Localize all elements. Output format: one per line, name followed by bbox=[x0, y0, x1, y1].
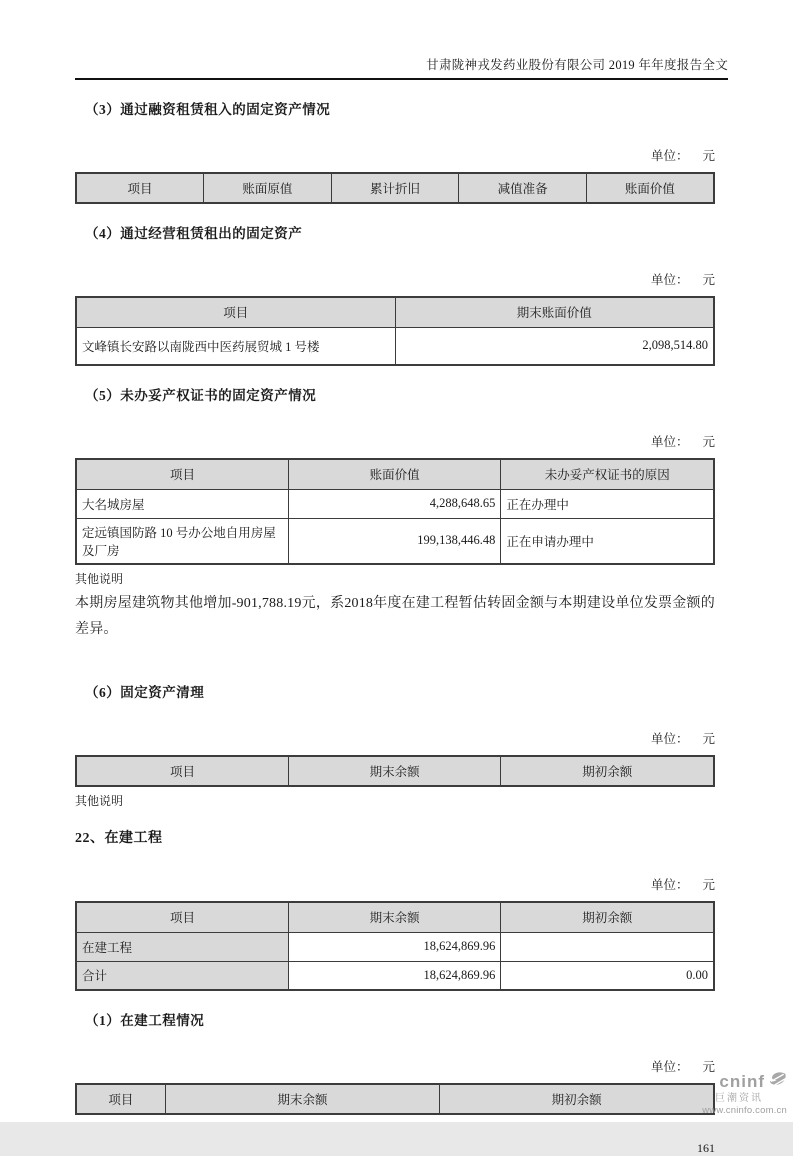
unit-value: 元 bbox=[702, 732, 715, 746]
operating-lease-assets-table bbox=[75, 296, 715, 366]
col-header: 期初余额 bbox=[440, 1084, 714, 1114]
col-header: 项目 bbox=[76, 459, 288, 489]
unit-label: 单位： bbox=[650, 273, 689, 287]
unit-line bbox=[75, 270, 715, 288]
col-header: 期末余额 bbox=[288, 756, 500, 786]
cninfo-brand-text: cninf bbox=[719, 1071, 765, 1091]
col-header: 期初余额 bbox=[501, 902, 714, 932]
unit-label: 单位： bbox=[650, 1060, 689, 1074]
value-cell: 0.00 bbox=[501, 961, 714, 990]
table-row bbox=[76, 961, 714, 990]
col-header: 账面价值 bbox=[288, 459, 500, 489]
unit-line bbox=[75, 146, 715, 164]
col-header: 项目 bbox=[76, 902, 288, 932]
col-header: 期末余额 bbox=[165, 1084, 439, 1114]
table-header-row bbox=[76, 756, 714, 786]
no-certificate-assets-table bbox=[75, 458, 715, 565]
value-cell: 18,624,869.96 bbox=[288, 961, 500, 990]
value-cell bbox=[501, 932, 714, 961]
section-heading-6: （6）固定资产清理 bbox=[85, 685, 205, 700]
col-header: 期末账面价值 bbox=[395, 297, 714, 327]
col-header: 减值准备 bbox=[459, 173, 587, 203]
item-cell: 文峰镇长安路以南陇西中医药展贸城 1 号楼 bbox=[76, 327, 395, 365]
value-cell: 4,288,648.65 bbox=[288, 489, 500, 518]
col-header: 账面原值 bbox=[204, 173, 332, 203]
report-title: 甘肃陇神戎发药业股份有限公司 2019 年年度报告全文 bbox=[426, 58, 728, 72]
col-header: 未办妥产权证书的原因 bbox=[501, 459, 714, 489]
table-row bbox=[76, 327, 714, 365]
unit-label: 单位： bbox=[650, 732, 689, 746]
section-heading-5: （5）未办妥产权证书的固定资产情况 bbox=[85, 388, 317, 403]
table-row bbox=[76, 932, 714, 961]
col-header: 期初余额 bbox=[501, 756, 714, 786]
table-header-row bbox=[76, 173, 714, 203]
finance-lease-assets-table bbox=[75, 172, 715, 204]
table-row bbox=[76, 518, 714, 564]
unit-line bbox=[75, 729, 715, 747]
other-note-text: 本期房屋建筑物其他增加-901,788.19元，系2018年度在建工程暂估转固金额与本期建设单位发票金额的差异。 bbox=[75, 596, 715, 637]
item-cell: 合计 bbox=[76, 961, 288, 990]
col-header: 项目 bbox=[76, 756, 288, 786]
table-header-row bbox=[76, 297, 714, 327]
other-note-label: 其他说明 bbox=[75, 572, 124, 586]
col-header: 期末余额 bbox=[288, 902, 500, 932]
cninfo-swoosh-icon bbox=[768, 1071, 787, 1093]
page-number: 161 bbox=[697, 1141, 715, 1155]
unit-value: 元 bbox=[702, 273, 715, 287]
section-heading-3: （3）通过融资租赁租入的固定资产情况 bbox=[85, 102, 331, 117]
unit-value: 元 bbox=[702, 435, 715, 449]
col-header: 累计折旧 bbox=[331, 173, 459, 203]
running-header bbox=[75, 0, 728, 80]
value-cell: 199,138,446.48 bbox=[288, 518, 500, 564]
col-header: 项目 bbox=[76, 297, 395, 327]
table-header-row bbox=[76, 1084, 714, 1114]
unit-value: 元 bbox=[702, 878, 715, 892]
table-header-row bbox=[76, 902, 714, 932]
unit-value: 元 bbox=[702, 149, 715, 163]
value-cell: 2,098,514.80 bbox=[395, 327, 714, 365]
section-heading-22-1: （1）在建工程情况 bbox=[85, 1013, 205, 1028]
other-note-label: 其他说明 bbox=[75, 794, 124, 808]
item-cell: 在建工程 bbox=[76, 932, 288, 961]
unit-value: 元 bbox=[702, 1060, 715, 1074]
value-cell: 18,624,869.96 bbox=[288, 932, 500, 961]
cninfo-chinese-name: 巨潮资讯 bbox=[715, 1092, 763, 1104]
unit-line bbox=[75, 432, 715, 450]
reason-cell: 正在办理中 bbox=[501, 489, 714, 518]
item-cell: 大名城房屋 bbox=[76, 489, 288, 518]
cip-detail-table bbox=[75, 1083, 715, 1115]
item-cell: 定远镇国防路 10 号办公地自用房屋及厂房 bbox=[76, 518, 288, 564]
table-row bbox=[76, 489, 714, 518]
col-header: 账面价值 bbox=[586, 173, 714, 203]
col-header: 项目 bbox=[76, 173, 204, 203]
unit-line bbox=[75, 1057, 715, 1075]
construction-in-progress-table bbox=[75, 901, 715, 991]
section-heading-22: 22、在建工程 bbox=[75, 831, 163, 846]
cninfo-url: www.cninfo.com.cn bbox=[702, 1105, 787, 1117]
col-header: 项目 bbox=[76, 1084, 165, 1114]
table-header-row bbox=[76, 459, 714, 489]
unit-line bbox=[75, 875, 715, 893]
cninfo-logo bbox=[702, 1071, 787, 1116]
unit-label: 单位： bbox=[650, 149, 689, 163]
unit-label: 单位： bbox=[650, 435, 689, 449]
fixed-asset-disposal-table bbox=[75, 755, 715, 787]
reason-cell: 正在申请办理中 bbox=[501, 518, 714, 564]
unit-label: 单位： bbox=[650, 878, 689, 892]
section-heading-4: （4）通过经营租赁租出的固定资产 bbox=[85, 226, 303, 241]
